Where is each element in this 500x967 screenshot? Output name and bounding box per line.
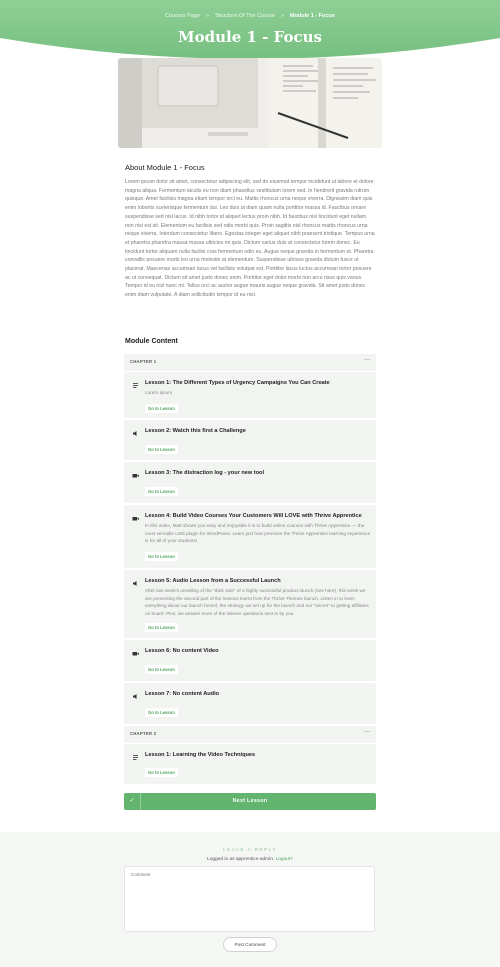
module-content-heading: Module Content <box>125 338 178 345</box>
logout-link[interactable]: Logout? <box>275 857 293 862</box>
check-icon: ✓ <box>124 793 141 810</box>
go-to-lesson-link[interactable]: Go to Lesson <box>145 768 178 777</box>
chapter-label: CHAPTER 1 <box>130 359 157 364</box>
go-to-lesson-link[interactable]: Go to Lesson <box>145 665 178 674</box>
lesson-title[interactable]: Lesson 6: No content Video <box>145 648 219 654</box>
logged-in-text <box>0 857 500 862</box>
about-body: Lorem ipsum dolor sit amet, consectetur adipiscing elit, sed do eiusmod tempor incididunt ut labore et dolore magna aliqua. Fermentum iaculis eu non diam phasellus vestibulum lorem sed. In hendrerit gravida rutrum quisque. Amet facilisis magna etiam tempor orci eu. Mattis rhoncus urna neque viverra. Dignissim diam quis enim lobortis scelerisque fermentum dui. Leo duis ut diam quam nulla porttitor massa id. Faucibus ornare suspendisse sed nisi lacus. Id nibh tortor id aliquet lectus proin nibh. Id faucibus nisl tincidunt eget nullam non nisi est sit. Elementum eu facilisis sed odio morbi quis. Proin sagittis nisl rhoncus mattis rhoncus urna neque viverra. Interdum consectetur libero. Egestas integer eget aliquet nibh praesent tristique. Tempus urna et pharetra pharetra massa massa ultricies mi quis. Dictum varius duis at consectetur lorem donec. Eu tincidunt tortor aliquam nulla facilisi cras fermentum odio eu. Augue neque gravida in fermentum et. Pharetra convallis posuere morbi leo urna molestie at elementum. Suspendisse ultrices gravida dictum fusce ut placerat. Maecenas accumsan lacus vel facilisis volutpat est. Porttitor lacus luctus accumsan tortor posuere ac ut consequat. Dictum sit amet justo donec enim. Porttitor eget dolor morbi non arcu risus quis varius. Tempor id eu nisl nunc mi. Tellus orci ac auctor augue mauris augue neque gravida. Sit amet justo donec enim diam vulputate. A diam sollicitudin tempor id eu nisl. <box>125 179 375 299</box>
lesson-card[interactable] <box>124 372 376 418</box>
collapse-icon[interactable]: — <box>364 729 370 735</box>
lesson-title[interactable]: Lesson 3: The distraction log - your new tool <box>145 470 265 476</box>
go-to-lesson-link[interactable]: Go to Lesson <box>145 552 178 561</box>
lesson-title[interactable]: Lesson 5: Audio Lesson from a Successful Launch <box>145 578 281 584</box>
lesson-card[interactable] <box>124 683 376 724</box>
chapter-header-2[interactable] <box>124 726 376 743</box>
lesson-card[interactable] <box>124 570 376 638</box>
lesson-card[interactable] <box>124 640 376 681</box>
breadcrumb <box>0 13 500 19</box>
chapter-header-1[interactable] <box>124 354 376 371</box>
video-icon <box>132 472 139 479</box>
go-to-lesson-link[interactable]: Go to Lesson <box>145 623 178 632</box>
comment-input[interactable] <box>124 866 375 932</box>
page-title: Module 1 - Focus <box>178 28 322 46</box>
next-lesson-button[interactable] <box>124 793 376 810</box>
chapter-label: CHAPTER 2 <box>130 731 157 736</box>
video-icon <box>132 650 139 657</box>
lesson-description: Lorem ipsum <box>145 390 173 395</box>
audio-icon <box>132 430 139 437</box>
video-icon <box>132 515 139 522</box>
go-to-lesson-link[interactable]: Go to Lesson <box>145 404 178 413</box>
breadcrumb-structure[interactable]: Structure Of The Course <box>215 13 275 19</box>
go-to-lesson-link[interactable]: Go to Lesson <box>145 445 178 454</box>
lesson-description: In this video, Matt shows you easy and enjoyable it is to build online courses with Thrive Apprentice — the most versatile LMS plugin for WordPress. Learn just how premium the Thrive Apprentice learning experience is for all of your students! <box>145 523 371 543</box>
text-lines-icon <box>132 754 139 761</box>
lesson-title[interactable]: Lesson 1: The Different Types of Urgency Campaigns You Can Create <box>145 380 330 386</box>
reply-heading: LEAVE A REPLY <box>223 847 277 852</box>
breadcrumb-separator: » <box>206 13 210 19</box>
about-heading: About Module 1 - Focus <box>125 163 205 172</box>
breadcrumb-separator: » <box>280 13 284 19</box>
go-to-lesson-link[interactable]: Go to Lesson <box>145 487 178 496</box>
post-comment-button[interactable]: Post Comment <box>223 937 277 952</box>
collapse-icon[interactable]: — <box>364 357 370 363</box>
lesson-card[interactable] <box>124 420 376 460</box>
lesson-card[interactable] <box>124 744 376 784</box>
text-lines-icon <box>132 382 139 389</box>
reply-section <box>0 832 500 967</box>
lesson-title[interactable]: Lesson 7: No content Audio <box>145 691 220 697</box>
module-cover-image <box>118 58 382 148</box>
audio-icon <box>132 580 139 587</box>
lesson-title[interactable]: Lesson 4: Build Video Courses Your Customers Will LOVE with Thrive Apprentice <box>145 513 362 519</box>
go-to-lesson-link[interactable]: Go to Lesson <box>145 708 178 717</box>
lesson-card[interactable] <box>124 462 376 503</box>
next-lesson-label: Next Lesson <box>232 798 268 804</box>
breadcrumb-courses-page[interactable]: Courses Page <box>165 13 200 19</box>
lesson-card[interactable] <box>124 505 376 568</box>
audio-icon <box>132 693 139 700</box>
lesson-title[interactable]: Lesson 1: Learning the Video Techniques <box>145 752 256 758</box>
logged-in-prefix: Logged in as apprentice-admin. <box>207 857 275 862</box>
lesson-title[interactable]: Lesson 2: Watch this first a Challenge <box>145 428 246 434</box>
lesson-description: After last week's unveiling of the "dark side" of a highly successful product launch (see here), this week we are presenting the second part of the lessons learnt from the Thrive Themes launch. Listen in to learn everything about our launch funnel, the strategy we set up for the launch and our "secret" to getting affiliates on board. Plus, we answer more of the listener questions sent in by you. <box>145 588 369 616</box>
breadcrumb-current: Module 1 - Focus <box>289 13 335 19</box>
